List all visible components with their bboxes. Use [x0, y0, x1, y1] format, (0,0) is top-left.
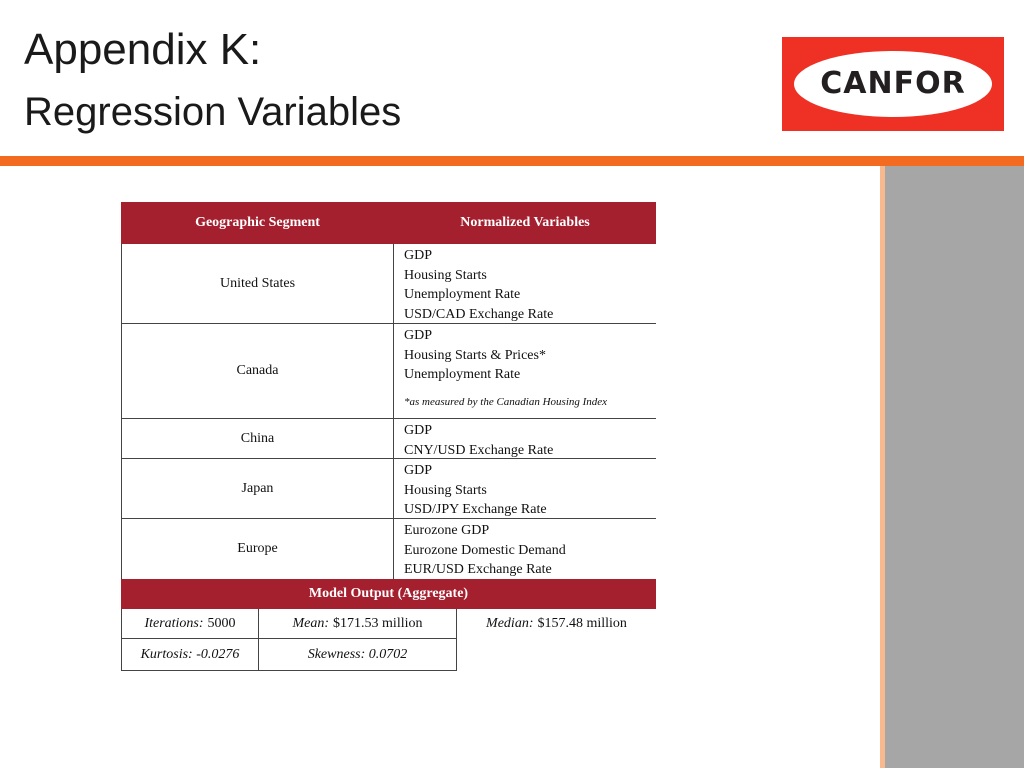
footnote: *as measured by the Canadian Housing Index [404, 395, 608, 408]
header-normalized-variables: Normalized Variables [394, 202, 656, 244]
variables-cell [404, 326, 607, 409]
mean-label: Mean: [292, 615, 330, 631]
side-decoration-bar [880, 166, 1024, 768]
variable-item: USD/JPY Exchange Rate [404, 502, 547, 518]
variable-item: CNY/USD Exchange Rate [404, 442, 554, 458]
header-geographic-segment: Geographic Segment [121, 202, 395, 244]
mean-cell [259, 609, 457, 639]
variable-item: Unemployment Rate [404, 287, 521, 303]
slide-title: Appendix K: [24, 25, 262, 74]
variable-item: Housing Starts & Prices* [404, 347, 546, 363]
segment-cell: China [121, 419, 394, 458]
regression-variables-table [121, 202, 656, 672]
variable-item: Unemployment Rate [404, 367, 521, 383]
model-output-header: Model Output (Aggregate) [121, 579, 656, 609]
mean-value: $171.53 million [333, 615, 423, 631]
logo-text: CANFOR [820, 66, 966, 101]
variable-item: Eurozone GDP [404, 523, 490, 538]
median-label: Median: [486, 616, 534, 631]
iterations-cell [121, 609, 259, 639]
variable-item: Housing Starts [404, 267, 487, 283]
variables-cell [404, 421, 553, 460]
median-cell [457, 609, 656, 639]
variable-item: GDP [404, 463, 433, 478]
iterations-label: Iterations: [144, 615, 204, 631]
median-value: $157.48 million [537, 616, 627, 631]
iterations-value: 5000 [207, 615, 236, 631]
variable-item: USD/CAD Exchange Rate [404, 306, 554, 322]
variable-item: EUR/USD Exchange Rate [404, 562, 552, 578]
table-row [121, 419, 656, 459]
variable-item: GDP [404, 328, 433, 343]
table-row [121, 324, 656, 419]
variable-item: Housing Starts [404, 482, 487, 498]
slide-subtitle: Regression Variables [24, 90, 402, 134]
segment-cell: Japan [121, 459, 394, 518]
variables-cell [404, 461, 547, 520]
skewness-cell: Skewness: 0.0702 [259, 639, 457, 671]
table-row [121, 244, 656, 324]
variable-item: GDP [404, 423, 433, 438]
segment-cell: United States [121, 244, 394, 323]
segment-cell: Canada [121, 324, 394, 418]
variables-cell [404, 521, 566, 580]
orange-divider [0, 156, 1024, 166]
canfor-logo [782, 37, 1004, 131]
table-row [121, 519, 656, 579]
variables-cell [404, 246, 553, 324]
variable-item: Eurozone Domestic Demand [404, 542, 566, 558]
kurtosis-cell: Kurtosis: -0.0276 [121, 639, 259, 671]
logo-oval [794, 51, 992, 117]
table-row [121, 459, 656, 519]
variable-item: GDP [404, 248, 433, 263]
segment-cell: Europe [121, 519, 394, 579]
